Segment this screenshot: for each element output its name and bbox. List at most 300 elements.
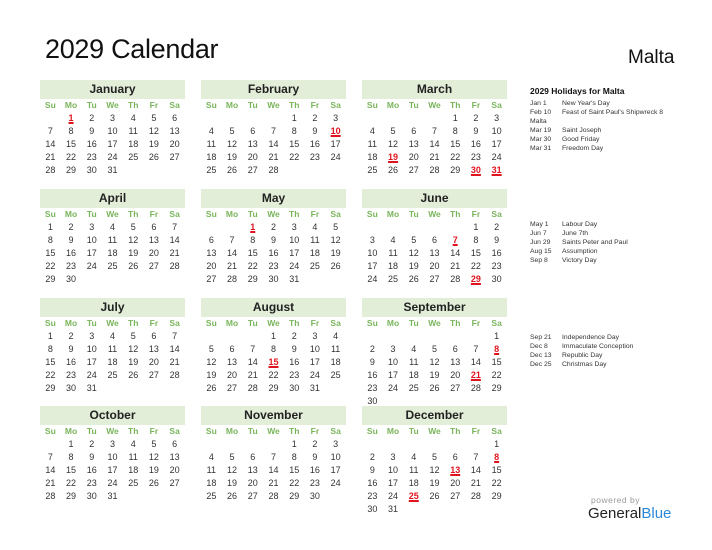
day-cell: 5	[229, 452, 235, 462]
day-cell: 27	[450, 491, 461, 501]
day-cell: 1	[452, 113, 458, 123]
holiday-name: Good Friday	[562, 136, 600, 143]
day-cell: 19	[206, 370, 217, 380]
brand-blue: Blue	[641, 505, 672, 522]
day-cell: 28	[45, 165, 56, 175]
day-cell: 25	[107, 370, 118, 380]
day-cell: 27	[247, 491, 258, 501]
day-cell: 1	[494, 439, 500, 449]
month-march	[362, 80, 507, 177]
day-cell: 14	[247, 357, 258, 367]
day-cell: 7	[473, 452, 479, 462]
month-header: January	[40, 80, 185, 99]
day-cell: 13	[429, 248, 440, 258]
holiday-item	[530, 351, 712, 360]
day-cell: 23	[86, 152, 97, 162]
day-cell: 6	[151, 331, 157, 341]
holiday-day-cell: 1	[68, 113, 74, 123]
day-cell: 3	[390, 344, 396, 354]
day-cell: 29	[66, 491, 77, 501]
day-cell: 25	[388, 274, 399, 284]
weekday-label: We	[267, 209, 280, 219]
day-cell: 4	[369, 126, 375, 136]
holiday-name: Victory Day	[562, 257, 597, 264]
weekday-label: Mo	[225, 100, 239, 110]
day-cell: 2	[494, 222, 500, 232]
empty-cell	[445, 438, 466, 451]
day-cell: 26	[330, 261, 341, 271]
day-cell: 19	[128, 248, 139, 258]
day-cell: 10	[86, 235, 97, 245]
month-header: August	[201, 298, 346, 317]
day-cell: 8	[47, 344, 53, 354]
weekday-label: Su	[205, 426, 217, 436]
day-cell: 20	[227, 370, 238, 380]
weekday-label: Th	[289, 209, 300, 219]
brand-general: General	[588, 505, 642, 522]
weekday-label: Sa	[491, 100, 502, 110]
empty-cell	[403, 330, 424, 343]
weekday-label: Su	[366, 426, 378, 436]
day-cell: 3	[89, 331, 95, 341]
weekday-label: Th	[450, 426, 461, 436]
day-grid	[362, 208, 507, 286]
day-cell: 18	[330, 357, 341, 367]
day-cell: 24	[86, 370, 97, 380]
day-cell: 10	[491, 126, 502, 136]
holiday-name: Independence Day	[562, 334, 620, 341]
weekday-label: Tu	[408, 318, 419, 328]
day-cell: 6	[208, 235, 214, 245]
weekday-label: Su	[205, 209, 217, 219]
day-cell: 22	[491, 370, 502, 380]
weekday-label: Mo	[225, 426, 239, 436]
day-cell: 11	[107, 344, 118, 354]
day-cell: 18	[128, 465, 139, 475]
day-cell: 25	[128, 152, 139, 162]
month-october	[40, 406, 185, 503]
empty-cell	[362, 221, 383, 234]
day-cell: 4	[208, 126, 214, 136]
day-cell: 11	[388, 248, 398, 258]
day-cell: 8	[452, 126, 458, 136]
day-cell: 4	[109, 222, 115, 232]
day-cell: 8	[47, 235, 53, 245]
day-cell: 22	[66, 152, 77, 162]
month-february	[201, 80, 346, 177]
day-cell: 25	[128, 478, 139, 488]
holiday-date: May 1	[530, 221, 549, 228]
weekday-label: Mo	[386, 209, 400, 219]
holiday-day-cell: 10	[330, 126, 341, 136]
day-cell: 7	[229, 235, 235, 245]
weekday-label: Th	[128, 209, 139, 219]
holiday-date: Dec 8	[530, 343, 548, 350]
day-cell: 21	[169, 357, 180, 367]
day-cell: 9	[494, 235, 500, 245]
day-cell: 22	[450, 152, 461, 162]
day-cell: 21	[268, 152, 279, 162]
weekday-label: Th	[128, 100, 139, 110]
day-cell: 24	[367, 274, 378, 284]
weekday-label: Fr	[310, 318, 320, 328]
day-cell: 10	[309, 344, 320, 354]
day-cell: 20	[429, 261, 440, 271]
day-cell: 5	[151, 439, 157, 449]
holiday-name: Assumption	[562, 248, 598, 255]
holiday-item	[530, 247, 712, 256]
day-cell: 23	[367, 383, 378, 393]
day-cell: 11	[128, 452, 138, 462]
empty-cell	[383, 330, 404, 343]
day-cell: 14	[470, 357, 481, 367]
day-cell: 24	[330, 152, 341, 162]
day-cell: 31	[107, 165, 118, 175]
holiday-day-cell: 7	[452, 235, 458, 245]
day-cell: 19	[128, 357, 139, 367]
holiday-date: Dec 13	[530, 352, 552, 359]
day-cell: 12	[227, 465, 238, 475]
day-cell: 17	[86, 357, 97, 367]
day-cell: 17	[330, 139, 341, 149]
day-cell: 23	[268, 261, 279, 271]
day-cell: 13	[247, 465, 258, 475]
month-header: October	[40, 406, 185, 425]
day-cell: 26	[148, 478, 159, 488]
empty-cell	[383, 112, 404, 125]
day-cell: 20	[169, 139, 180, 149]
day-cell: 23	[66, 261, 77, 271]
day-cell: 16	[66, 357, 77, 367]
day-cell: 28	[450, 274, 461, 284]
day-cell: 11	[107, 235, 118, 245]
weekday-label: Sa	[330, 100, 341, 110]
weekday-label: Mo	[64, 426, 78, 436]
weekday-label: Tu	[247, 318, 258, 328]
day-cell: 9	[369, 357, 375, 367]
day-cell: 30	[309, 491, 320, 501]
day-grid	[201, 99, 346, 177]
day-cell: 9	[89, 126, 95, 136]
day-cell: 3	[109, 113, 115, 123]
day-cell: 27	[169, 152, 180, 162]
day-cell: 15	[66, 465, 77, 475]
day-cell: 17	[107, 465, 118, 475]
day-cell: 21	[247, 370, 258, 380]
day-cell: 5	[151, 113, 157, 123]
day-cell: 18	[206, 152, 217, 162]
day-cell: 4	[390, 235, 396, 245]
holiday-day-cell: 8	[494, 344, 500, 354]
day-cell: 14	[169, 235, 180, 245]
holiday-day-cell: 1	[250, 222, 256, 232]
day-cell: 11	[367, 139, 378, 149]
weekday-label: Su	[366, 100, 378, 110]
holiday-name: Christmas Day	[562, 361, 607, 368]
day-cell: 3	[333, 439, 339, 449]
holiday-item	[530, 238, 712, 247]
empty-cell	[263, 438, 284, 451]
day-cell: 11	[310, 235, 320, 245]
day-cell: 14	[45, 139, 56, 149]
weekday-label: Sa	[330, 209, 341, 219]
day-cell: 16	[367, 370, 378, 380]
day-cell: 28	[169, 261, 180, 271]
weekday-label: Sa	[169, 318, 180, 328]
day-cell: 3	[312, 331, 318, 341]
day-cell: 12	[148, 126, 159, 136]
day-cell: 20	[148, 357, 159, 367]
day-cell: 12	[429, 357, 440, 367]
day-grid	[362, 425, 507, 516]
day-cell: 8	[291, 452, 297, 462]
day-cell: 28	[268, 491, 279, 501]
weekday-label: Th	[289, 100, 300, 110]
day-cell: 5	[411, 235, 417, 245]
day-cell: 16	[86, 139, 97, 149]
day-cell: 29	[450, 165, 461, 175]
holiday-date: Sep 8	[530, 257, 548, 264]
weekday-label: Fr	[471, 426, 481, 436]
day-cell: 13	[169, 452, 180, 462]
day-cell: 10	[86, 344, 97, 354]
day-grid	[201, 425, 346, 503]
day-cell: 10	[388, 357, 399, 367]
day-cell: 1	[291, 439, 297, 449]
day-cell: 20	[450, 370, 461, 380]
weekday-label: Tu	[86, 426, 97, 436]
holiday-date: Sep 21	[530, 334, 552, 341]
day-cell: 2	[473, 113, 479, 123]
day-cell: 28	[169, 370, 180, 380]
day-cell: 23	[470, 152, 481, 162]
day-cell: 12	[408, 248, 419, 258]
day-cell: 25	[309, 261, 320, 271]
day-cell: 6	[431, 235, 437, 245]
day-cell: 23	[309, 478, 320, 488]
day-cell: 15	[491, 465, 502, 475]
empty-cell	[201, 112, 222, 125]
day-cell: 5	[431, 344, 437, 354]
holiday-day-cell: 29	[470, 274, 481, 284]
day-cell: 31	[388, 504, 399, 514]
weekday-label: Fr	[149, 209, 159, 219]
day-cell: 20	[169, 465, 180, 475]
empty-cell	[201, 221, 222, 234]
empty-cell	[201, 438, 222, 451]
day-cell: 26	[148, 152, 159, 162]
holiday-item	[530, 220, 712, 229]
empty-cell	[424, 112, 445, 125]
day-cell: 13	[148, 235, 159, 245]
day-cell: 27	[206, 274, 217, 284]
day-cell: 13	[227, 357, 238, 367]
day-cell: 19	[227, 478, 238, 488]
holiday-day-cell: 31	[491, 165, 502, 175]
day-cell: 19	[330, 248, 341, 258]
day-grid	[40, 317, 185, 395]
month-april	[40, 189, 185, 286]
day-cell: 26	[227, 165, 238, 175]
day-cell: 25	[408, 383, 419, 393]
day-cell: 31	[86, 383, 97, 393]
empty-cell	[403, 112, 424, 125]
day-cell: 26	[429, 491, 440, 501]
weekday-label: We	[267, 100, 280, 110]
weekday-label: Sa	[491, 426, 502, 436]
day-cell: 25	[330, 370, 341, 380]
day-cell: 26	[429, 383, 440, 393]
day-cell: 23	[66, 370, 77, 380]
month-header: November	[201, 406, 346, 425]
day-cell: 30	[367, 504, 378, 514]
day-cell: 31	[309, 383, 320, 393]
day-cell: 28	[429, 165, 440, 175]
holiday-date: Aug 15	[530, 248, 552, 255]
empty-cell	[424, 438, 445, 451]
day-cell: 4	[208, 452, 214, 462]
day-cell: 9	[270, 235, 276, 245]
month-may	[201, 189, 346, 286]
day-grid	[201, 208, 346, 286]
day-cell: 21	[45, 152, 56, 162]
day-cell: 29	[491, 491, 502, 501]
month-header: September	[362, 298, 507, 317]
day-cell: 12	[206, 357, 217, 367]
day-cell: 2	[89, 439, 95, 449]
generalblue-logo[interactable]	[588, 505, 671, 522]
weekday-label: Mo	[64, 318, 78, 328]
weekday-label: Su	[44, 426, 56, 436]
holiday-day-cell: 13	[450, 465, 461, 475]
holiday-item	[530, 126, 712, 135]
day-cell: 20	[450, 478, 461, 488]
weekday-label: Su	[366, 209, 378, 219]
day-cell: 26	[227, 491, 238, 501]
weekday-label: Tu	[408, 426, 419, 436]
day-cell: 17	[367, 261, 378, 271]
day-cell: 1	[68, 439, 74, 449]
month-september	[362, 298, 507, 408]
holidays-title: 2029 Holidays for Malta	[530, 86, 625, 96]
weekday-label: We	[106, 209, 119, 219]
empty-cell	[222, 221, 243, 234]
weekday-label: Th	[289, 318, 300, 328]
holiday-date: Jan 1	[530, 100, 547, 107]
weekday-label: We	[428, 100, 441, 110]
day-cell: 24	[107, 152, 118, 162]
day-cell: 21	[450, 261, 461, 271]
holiday-day-cell: 30	[470, 165, 481, 175]
day-cell: 11	[206, 465, 217, 475]
weekday-label: Mo	[64, 100, 78, 110]
holiday-name: Republic Day	[562, 352, 603, 359]
weekday-label: Mo	[225, 209, 239, 219]
empty-cell	[40, 112, 61, 125]
empty-cell	[424, 221, 445, 234]
holiday-date: Jun 7	[530, 230, 547, 237]
weekday-label: Th	[450, 318, 461, 328]
day-cell: 5	[390, 126, 396, 136]
empty-cell	[466, 438, 487, 451]
country-label: Malta	[628, 47, 675, 68]
month-january	[40, 80, 185, 177]
day-cell: 16	[268, 248, 279, 258]
weekday-label: Th	[450, 100, 461, 110]
day-cell: 24	[107, 478, 118, 488]
day-cell: 2	[312, 439, 318, 449]
day-cell: 15	[66, 139, 77, 149]
weekday-label: Tu	[86, 100, 97, 110]
day-cell: 22	[268, 370, 279, 380]
day-cell: 30	[491, 274, 502, 284]
day-cell: 10	[388, 465, 399, 475]
month-header: June	[362, 189, 507, 208]
empty-cell	[383, 438, 404, 451]
day-cell: 27	[227, 383, 238, 393]
day-cell: 22	[45, 261, 56, 271]
weekday-label: Sa	[491, 209, 502, 219]
day-cell: 30	[268, 274, 279, 284]
day-cell: 10	[289, 235, 300, 245]
day-cell: 12	[128, 344, 139, 354]
day-cell: 17	[107, 139, 118, 149]
weekday-label: Su	[44, 209, 56, 219]
day-cell: 9	[312, 126, 318, 136]
day-cell: 1	[270, 331, 276, 341]
day-cell: 2	[291, 331, 297, 341]
empty-cell	[424, 330, 445, 343]
empty-cell	[201, 330, 222, 343]
day-cell: 1	[494, 331, 500, 341]
day-grid	[362, 317, 507, 408]
day-cell: 16	[309, 465, 320, 475]
day-cell: 4	[130, 113, 136, 123]
day-cell: 18	[107, 357, 118, 367]
day-cell: 20	[408, 152, 419, 162]
day-cell: 4	[312, 222, 318, 232]
day-cell: 10	[107, 126, 118, 136]
holiday-date: Jun 29	[530, 239, 551, 246]
day-cell: 28	[470, 383, 481, 393]
day-cell: 28	[268, 165, 279, 175]
day-cell: 20	[247, 478, 258, 488]
day-cell: 29	[45, 274, 56, 284]
day-cell: 31	[107, 491, 118, 501]
day-cell: 27	[148, 261, 159, 271]
weekday-label: Fr	[471, 100, 481, 110]
day-cell: 3	[109, 439, 115, 449]
day-cell: 30	[66, 383, 77, 393]
day-cell: 2	[369, 344, 375, 354]
day-cell: 26	[128, 261, 139, 271]
empty-cell	[222, 330, 243, 343]
weekday-label: Tu	[408, 100, 419, 110]
day-cell: 7	[270, 126, 276, 136]
day-cell: 8	[473, 235, 479, 245]
day-cell: 13	[148, 344, 159, 354]
day-cell: 22	[247, 261, 258, 271]
day-cell: 24	[388, 491, 399, 501]
holiday-item	[530, 342, 712, 351]
weekday-label: Fr	[149, 318, 159, 328]
day-cell: 2	[68, 331, 74, 341]
day-cell: 24	[330, 478, 341, 488]
day-cell: 3	[494, 113, 500, 123]
weekday-label: Mo	[225, 318, 239, 328]
holiday-name: Labour Day	[562, 221, 598, 228]
day-cell: 1	[473, 222, 479, 232]
